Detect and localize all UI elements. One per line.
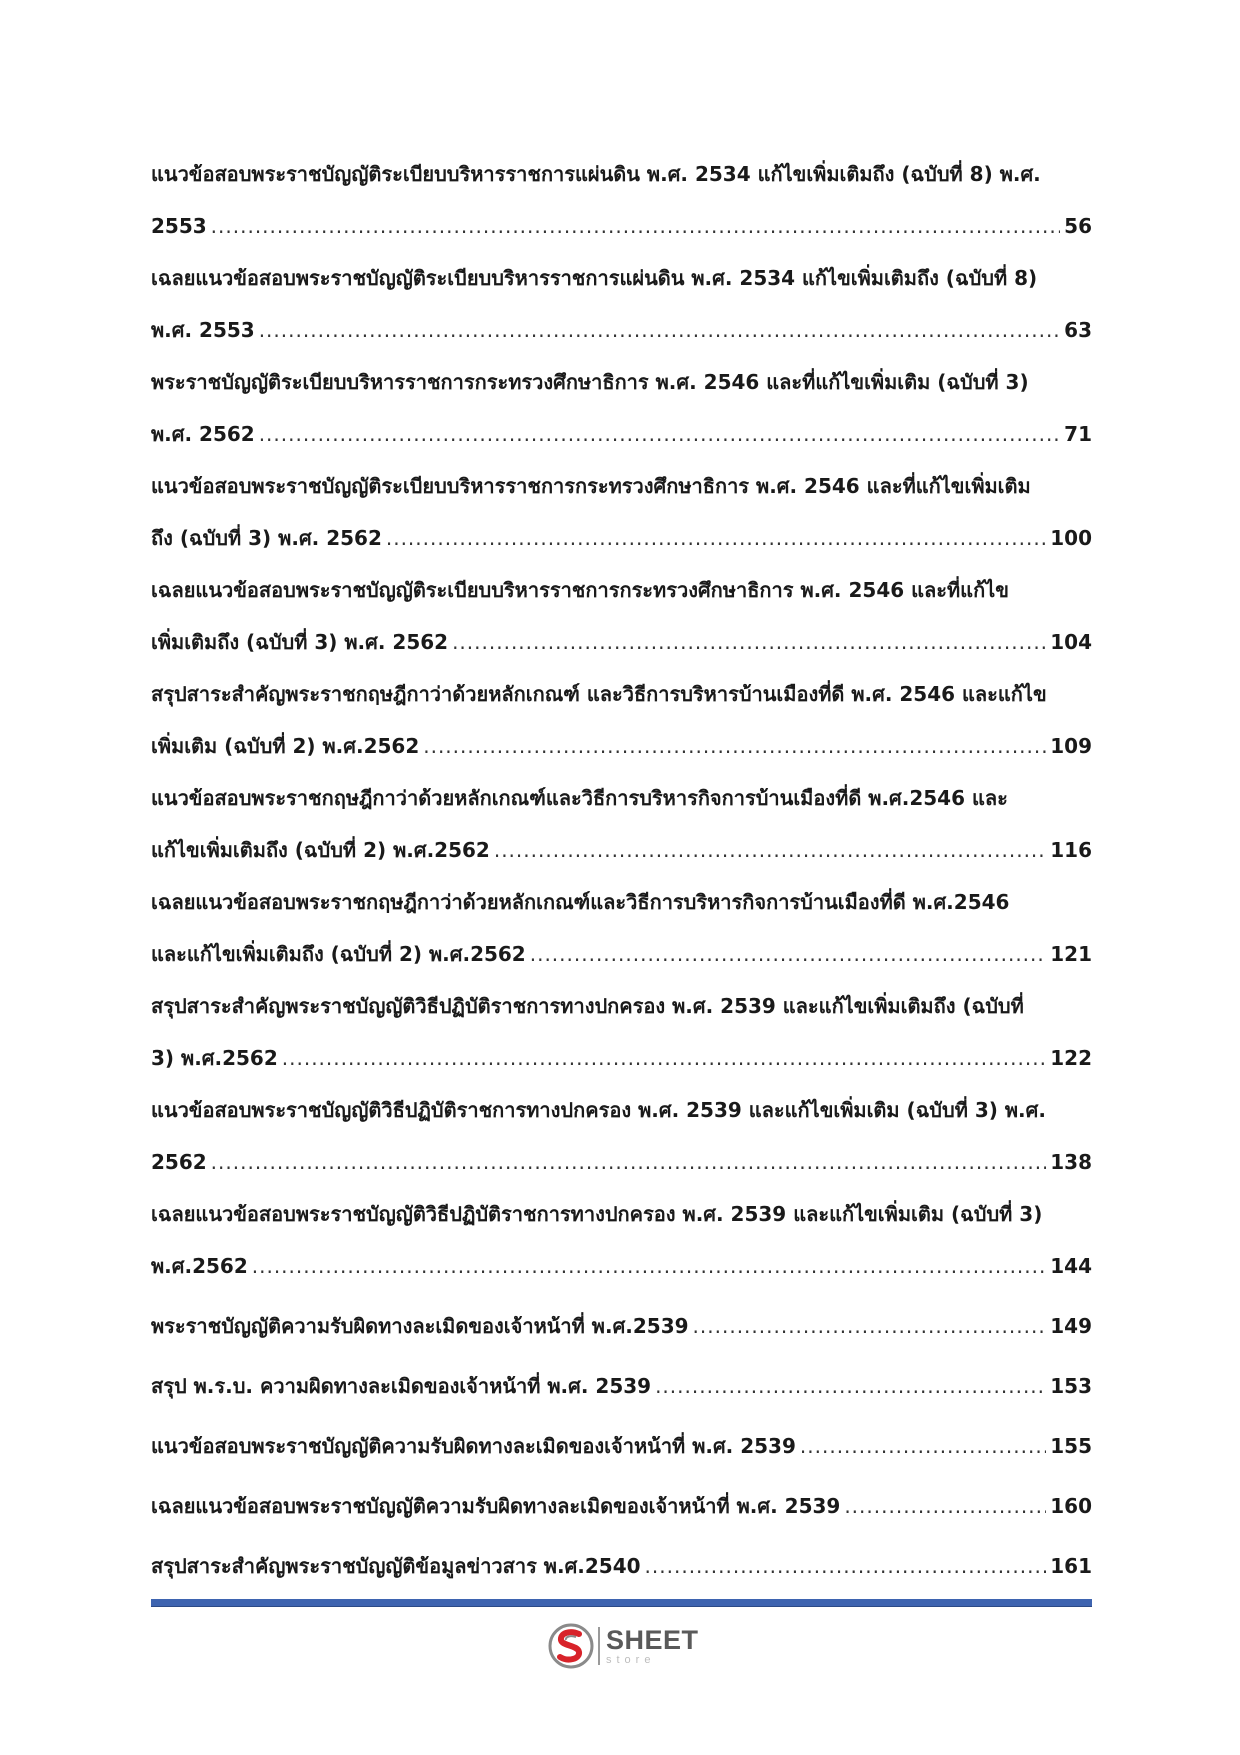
dot-leader <box>645 1540 1047 1592</box>
toc-entry-title: แนวข้อสอบพระราชกฤษฎีกาว่าด้วยหลักเกณฑ์และวิธีการบริหารกิจการบ้านเมืองที่ดี พ.ศ.2546 และ <box>151 786 1008 810</box>
toc-entry-title-cont: 2553 <box>151 214 207 238</box>
dot-leader <box>494 824 1046 876</box>
dot-leader <box>693 1300 1047 1352</box>
toc-entry-title: สรุปสาระสำคัญพระราชกฤษฎีกาว่าด้วยหลักเกณฑ์ และวิธีการบริหารบ้านเมืองที่ดี พ.ศ. 2546 และแก้ไข <box>151 682 1047 706</box>
toc-entry-title: พระราชบัญญัติความรับผิดทางละเมิดของเจ้าหน้าที่ พ.ศ.2539 <box>151 1314 689 1338</box>
toc-entry-title: สรุปสาระสำคัญพระราชบัญญัติวิธีปฏิบัติราชการทางปกครอง พ.ศ. 2539 และแก้ไขเพิ่มเติมถึง (ฉบับที่ <box>151 994 1024 1018</box>
page-number: 155 <box>1050 1434 1092 1458</box>
toc-entry[interactable] <box>151 980 1092 1084</box>
dot-leader <box>452 616 1046 668</box>
page-number: 100 <box>1050 526 1092 550</box>
toc-entry-title-cont: พ.ศ.2562 <box>151 1254 248 1278</box>
toc-entry-title: เฉลยแนวข้อสอบพระราชบัญญัติระเบียบบริหารราชการกระทรวงศึกษาธิการ พ.ศ. 2546 และที่แก้ไข <box>151 578 1009 602</box>
page-number: 149 <box>1050 1314 1092 1338</box>
toc-entry-title: เฉลยแนวข้อสอบพระราชกฤษฎีกาว่าด้วยหลักเกณฑ์และวิธีการบริหารกิจการบ้านเมืองที่ดี พ.ศ.2546 <box>151 890 1010 914</box>
sheet-store-logo-icon <box>548 1623 594 1669</box>
page-number: 160 <box>1050 1494 1092 1518</box>
page-number: 63 <box>1064 318 1092 342</box>
dot-leader <box>282 1032 1046 1084</box>
toc-entry[interactable] <box>151 668 1092 772</box>
dot-leader <box>211 200 1060 252</box>
page-number: 116 <box>1050 838 1092 862</box>
toc-entry[interactable] <box>151 1300 1092 1352</box>
dot-leader <box>423 720 1046 772</box>
page-number: 121 <box>1050 942 1092 966</box>
toc-entry[interactable] <box>151 1188 1092 1292</box>
toc-entry-title-cont: แก้ไขเพิ่มเติมถึง (ฉบับที่ 2) พ.ศ.2562 <box>151 838 490 862</box>
toc-entry-title: พระราชบัญญัติระเบียบบริหารราชการกระทรวงศึกษาธิการ พ.ศ. 2546 และที่แก้ไขเพิ่มเติม (ฉบับที่ 3) <box>151 370 1029 394</box>
dot-leader <box>252 1240 1047 1292</box>
toc-entry-title-cont: 2562 <box>151 1150 207 1174</box>
logo-subtitle: store <box>606 1653 656 1666</box>
toc-entry[interactable] <box>151 772 1092 876</box>
dot-leader <box>655 1360 1046 1412</box>
page-number: 56 <box>1064 214 1092 238</box>
logo-brand: SHEET <box>606 1624 699 1655</box>
toc-entry-title-cont: 3) พ.ศ.2562 <box>151 1046 278 1070</box>
toc-entry[interactable] <box>151 356 1092 460</box>
toc-entry[interactable] <box>151 876 1092 980</box>
toc-entry[interactable] <box>151 564 1092 668</box>
toc-entry[interactable] <box>151 1084 1092 1188</box>
toc-entry[interactable] <box>151 1480 1092 1532</box>
page-number: 153 <box>1050 1374 1092 1398</box>
toc-entry-title-cont: ถึง (ฉบับที่ 3) พ.ศ. 2562 <box>151 526 382 550</box>
dot-leader <box>530 928 1047 980</box>
dot-leader <box>259 408 1060 460</box>
page-number: 144 <box>1050 1254 1092 1278</box>
page-number: 109 <box>1050 734 1092 758</box>
toc-entry[interactable] <box>151 1360 1092 1412</box>
dot-leader <box>386 512 1046 564</box>
page-number: 138 <box>1050 1150 1092 1174</box>
page-number: 122 <box>1050 1046 1092 1070</box>
toc-entry-title: แนวข้อสอบพระราชบัญญัติระเบียบบริหารราชการแผ่นดิน พ.ศ. 2534 แก้ไขเพิ่มเติมถึง (ฉบับที่ 8) พ.ศ. <box>151 162 1041 186</box>
dot-leader <box>259 304 1060 356</box>
toc-entry-title-cont: เพิ่มเติม (ฉบับที่ 2) พ.ศ.2562 <box>151 734 420 758</box>
toc-entry-title: สรุป พ.ร.บ. ความผิดทางละเมิดของเจ้าหน้าที่ พ.ศ. 2539 <box>151 1374 652 1398</box>
toc-entry-title: สรุปสาระสำคัญพระราชบัญญัติข้อมูลข่าวสาร พ.ศ.2540 <box>151 1554 641 1578</box>
toc-entry[interactable] <box>151 460 1092 564</box>
toc-entry[interactable] <box>151 1420 1092 1472</box>
table-of-contents <box>151 148 1092 1592</box>
toc-entry-title-cont: และแก้ไขเพิ่มเติมถึง (ฉบับที่ 2) พ.ศ.2562 <box>151 942 526 966</box>
toc-entry-title: เฉลยแนวข้อสอบพระราชบัญญัติความรับผิดทางละเมิดของเจ้าหน้าที่ พ.ศ. 2539 <box>151 1494 841 1518</box>
toc-entry-title: แนวข้อสอบพระราชบัญญัติความรับผิดทางละเมิดของเจ้าหน้าที่ พ.ศ. 2539 <box>151 1434 796 1458</box>
dot-leader <box>211 1136 1047 1188</box>
toc-entry-title-cont: เพิ่มเติมถึง (ฉบับที่ 3) พ.ศ. 2562 <box>151 630 449 654</box>
toc-entry-title-cont: พ.ศ. 2562 <box>151 422 255 446</box>
sheet-store-logo <box>548 1622 718 1670</box>
toc-entry-title-cont: พ.ศ. 2553 <box>151 318 255 342</box>
dot-leader <box>844 1480 1046 1532</box>
dot-leader <box>800 1420 1046 1472</box>
toc-entry-title: เฉลยแนวข้อสอบพระราชบัญญัติวิธีปฏิบัติราชการทางปกครอง พ.ศ. 2539 และแก้ไขเพิ่มเติม (ฉบับที่ 3) <box>151 1202 1043 1226</box>
logo-separator <box>598 1627 600 1665</box>
toc-entry[interactable] <box>151 1540 1092 1592</box>
page-number: 161 <box>1050 1554 1092 1578</box>
toc-entry-title: แนวข้อสอบพระราชบัญญัติวิธีปฏิบัติราชการทางปกครอง พ.ศ. 2539 และแก้ไขเพิ่มเติม (ฉบับที่ 3) พ.ศ. <box>151 1098 1046 1122</box>
page-number: 71 <box>1064 422 1092 446</box>
toc-entry[interactable] <box>151 148 1092 252</box>
page-number: 104 <box>1050 630 1092 654</box>
footer-divider <box>151 1599 1092 1606</box>
toc-entry[interactable] <box>151 252 1092 356</box>
toc-entry-title: แนวข้อสอบพระราชบัญญัติระเบียบบริหารราชการกระทรวงศึกษาธิการ พ.ศ. 2546 และที่แก้ไขเพิ่มเติม <box>151 474 1031 498</box>
toc-entry-title: เฉลยแนวข้อสอบพระราชบัญญัติระเบียบบริหารราชการแผ่นดิน พ.ศ. 2534 แก้ไขเพิ่มเติมถึง (ฉบับที่ 8) <box>151 266 1038 290</box>
